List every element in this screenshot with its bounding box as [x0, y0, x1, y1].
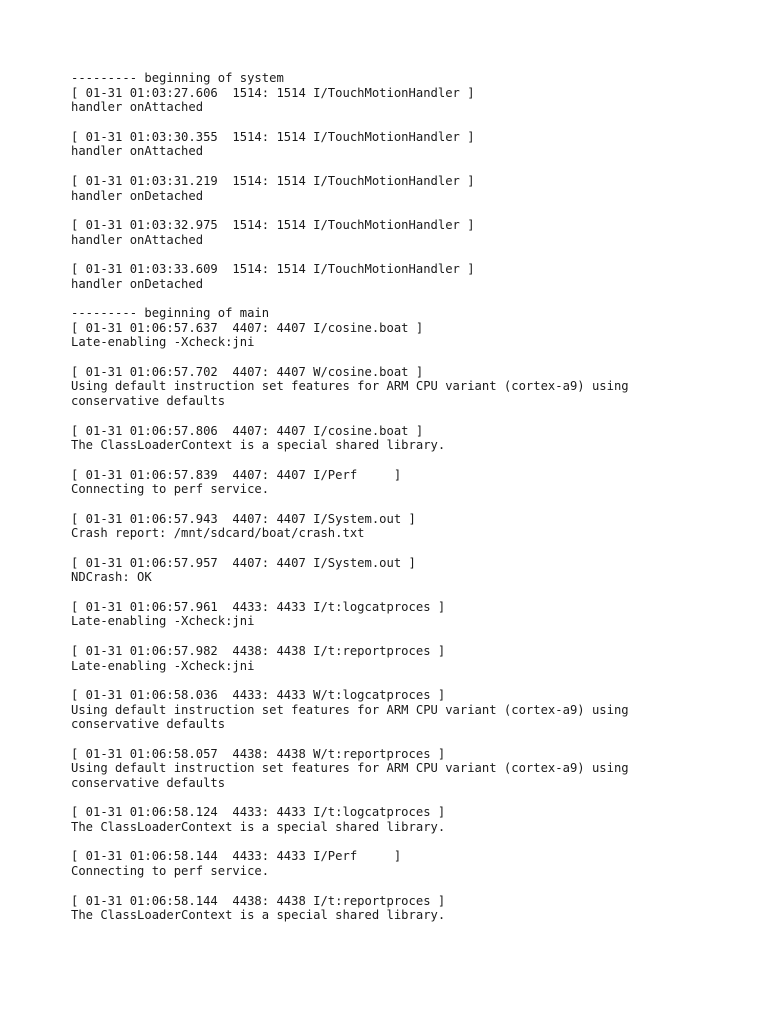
log-entry-header: [ 01-31 01:06:58.124 4433: 4433 I/t:logcatproces ] [71, 805, 446, 820]
log-message-line: Connecting to perf service. [71, 482, 270, 497]
log-message-line: handler onDetached [71, 188, 204, 203]
log-entry-header: [ 01-31 01:06:57.957 4407: 4407 I/System.out ] [71, 555, 416, 570]
log-message-line: conservative defaults [71, 776, 226, 790]
blank-line [71, 835, 751, 850]
log-entry-header: [ 01-31 01:03:31.219 1514: 1514 I/TouchMotionHandler ] [71, 173, 475, 188]
blank-line [71, 291, 751, 306]
blank-line [71, 350, 751, 365]
log-message-line: The ClassLoaderContext is a special shared library. [71, 438, 446, 453]
log-message-line: Connecting to perf service. [71, 864, 270, 879]
log-message-line: The ClassLoaderContext is a special shared library. [71, 820, 446, 835]
log-message-line: Late-enabling -Xcheck:jni [71, 335, 255, 350]
log-entry-header: [ 01-31 01:03:27.606 1514: 1514 I/TouchMotionHandler ] [71, 85, 475, 100]
log-message-line: Crash report: /mnt/sdcard/boat/crash.txt [71, 526, 365, 541]
log-entry-header: [ 01-31 01:06:57.961 4433: 4433 I/t:logcatproces ] [71, 599, 446, 614]
log-message-line: handler onAttached [71, 144, 204, 159]
blank-line [71, 732, 751, 747]
log-entry-header: [ 01-31 01:06:57.943 4407: 4407 I/System.out ] [71, 511, 416, 526]
blank-line [71, 879, 751, 894]
log-message-line: Using default instruction set features for ARM CPU variant (cortex-a9) using [71, 702, 629, 717]
log-message-line: conservative defaults [71, 717, 226, 732]
blank-line [71, 247, 751, 262]
log-message-line: handler onDetached [71, 276, 204, 291]
log-message-line: Using default instruction set features for ARM CPU variant (cortex-a9) using [71, 379, 629, 394]
log-message-line: Late-enabling -Xcheck:jni [71, 614, 255, 629]
blank-line [71, 115, 751, 130]
blank-line [71, 585, 751, 600]
blank-line [71, 409, 751, 424]
log-entry-header: [ 01-31 01:06:58.144 4433: 4433 I/Perf ] [71, 849, 402, 864]
blank-line [71, 791, 751, 806]
log-section-divider: --------- beginning of main [71, 306, 270, 320]
log-message-line: handler onAttached [71, 232, 204, 247]
log-section-divider: --------- beginning of system [71, 71, 284, 85]
blank-line [71, 203, 751, 218]
log-entry-header: [ 01-31 01:06:58.057 4438: 4438 W/t:reportproces ] [71, 746, 446, 761]
log-entry-header: [ 01-31 01:03:32.975 1514: 1514 I/TouchMotionHandler ] [71, 217, 475, 232]
log-document [71, 71, 751, 923]
log-entry-header: [ 01-31 01:03:30.355 1514: 1514 I/TouchMotionHandler ] [71, 129, 475, 144]
log-entry-header: [ 01-31 01:06:57.806 4407: 4407 I/cosine.boat ] [71, 423, 424, 438]
log-entry-header: [ 01-31 01:06:57.839 4407: 4407 I/Perf ] [71, 467, 402, 482]
blank-line [71, 159, 751, 174]
log-entry-header: [ 01-31 01:06:58.036 4433: 4433 W/t:logcatproces ] [71, 687, 446, 702]
log-message-line: Late-enabling -Xcheck:jni [71, 658, 255, 673]
log-entry-header: [ 01-31 01:03:33.609 1514: 1514 I/TouchMotionHandler ] [71, 261, 475, 276]
log-message-line: conservative defaults [71, 394, 226, 409]
log-entry-header: [ 01-31 01:06:57.702 4407: 4407 W/cosine.boat ] [71, 364, 424, 379]
log-entry-header: [ 01-31 01:06:58.144 4438: 4438 I/t:reportproces ] [71, 893, 446, 908]
log-message-line: Using default instruction set features for ARM CPU variant (cortex-a9) using [71, 761, 629, 776]
log-message-line: handler onAttached [71, 100, 204, 115]
log-message-line: NDCrash: OK [71, 570, 152, 585]
blank-line [71, 629, 751, 644]
blank-line [71, 541, 751, 556]
log-message-line: The ClassLoaderContext is a special shared library. [71, 908, 446, 923]
blank-line [71, 497, 751, 512]
log-entry-header: [ 01-31 01:06:57.637 4407: 4407 I/cosine.boat ] [71, 320, 424, 335]
blank-line [71, 453, 751, 468]
blank-line [71, 673, 751, 688]
log-entry-header: [ 01-31 01:06:57.982 4438: 4438 I/t:reportproces ] [71, 643, 446, 658]
